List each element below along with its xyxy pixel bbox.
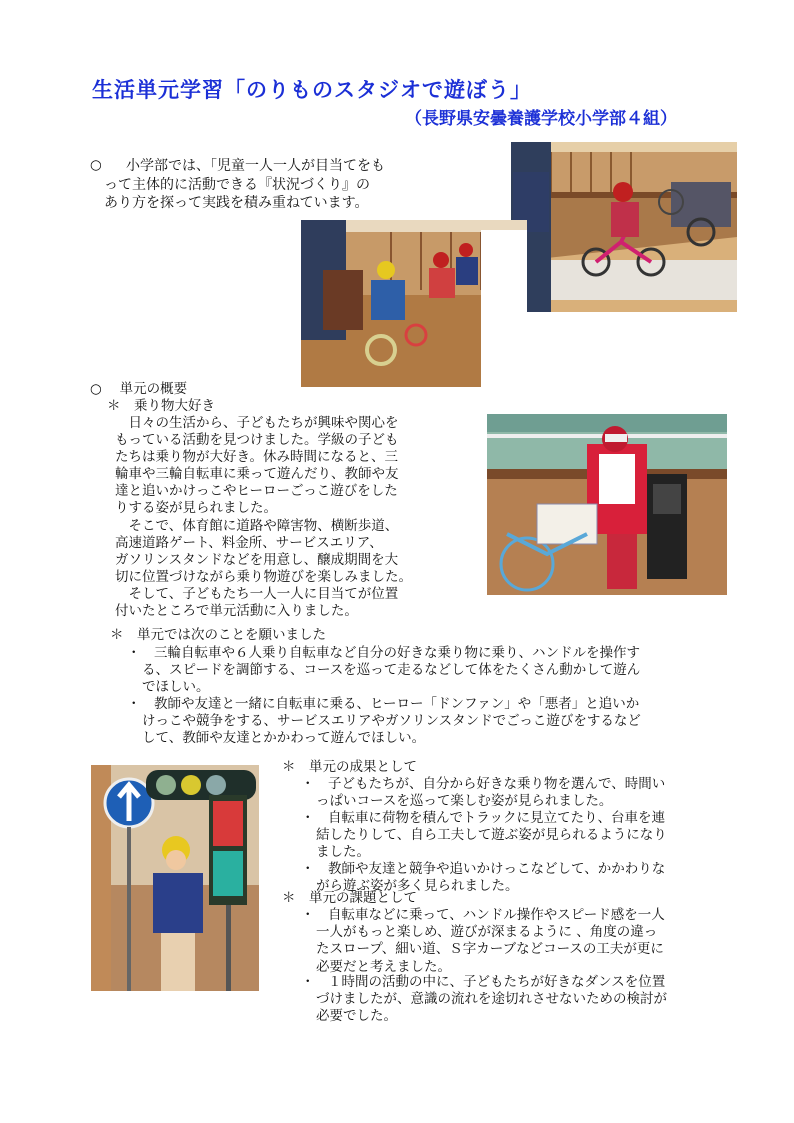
- overview-line: 高速道路ゲート、料金所、サービスエリア、: [115, 534, 383, 551]
- wishes-heading: ＊ 単元では次のことを願いました: [110, 627, 326, 643]
- issues-line: ・ １時間の活動の中に、子どもたちが好きなダンスを位置: [301, 974, 666, 990]
- intro-bullet: ○: [90, 157, 102, 173]
- document-title: 生活単元学習「のりものスタジオで遊ぼう」: [92, 78, 532, 102]
- wishes-line: けっこや競争をする、サービスエリアやガソリンスタンドでごっこ遊びをするなど: [142, 713, 641, 730]
- overview-line: 切に位置づけながら乗り物遊びを楽しみました。: [115, 568, 412, 585]
- intro-line: 小学部では、「児童一人一人が目当てをも: [112, 158, 385, 174]
- results-heading: ＊ 単元の成果として: [282, 759, 417, 775]
- results-line: っぱいコースを巡って楽しむ姿が見られました。: [316, 793, 613, 810]
- traffic-signs-photo: [91, 765, 259, 991]
- overview-line: そして、子どもたち一人一人に目当てが位置: [115, 585, 399, 602]
- overview-body: [115, 415, 412, 620]
- results-item-2: [301, 810, 667, 862]
- overview-line: 達と追いかけっこやヒーローごっこ遊びをした: [115, 483, 398, 500]
- hero-gas-station-photo: [487, 414, 727, 595]
- results-line: ・ 自転車に荷物を積んでトラックに見立てたり、台車を連: [301, 810, 665, 826]
- overview-line: 輪車や三輪自転車に乗って遊んだり、教師や友: [115, 466, 399, 483]
- issues-line: づけましたが、意識の流れを途切れさせないための検討が: [316, 991, 667, 1008]
- overview-heading: ○ 単元の概要: [90, 381, 188, 397]
- intro-line: あり方を探って実践を積み重ねています。: [104, 195, 369, 211]
- intro-line: って主体的に活動できる『状況づくり』の: [104, 176, 370, 193]
- issues-item-2: [301, 974, 667, 1026]
- overview-line: 日々の生活から、子どもたちが興味や関心を: [115, 415, 399, 431]
- wishes-line: ・ 教師や友達と一緒に自転車に乗る、ヒーロー「ドンファン」や「悪者」と追いか: [127, 696, 640, 712]
- wishes-line: る、スピードを調節する、コースを巡って走るなどして体をたくさん動かして遊ん: [142, 662, 641, 679]
- wishes-line: でほしい。: [142, 679, 210, 696]
- wishes-item-2: [127, 696, 641, 748]
- issues-line: 必要でした。: [316, 1008, 397, 1025]
- results-line: ・ 子どもたちが、自分から好きな乗り物を選んで、時間い: [301, 776, 666, 792]
- issues-line: 必要だと考えました。: [316, 958, 451, 975]
- results-line: ・ 教師や友達と競争や追いかけっこなどして、かかわりな: [301, 861, 666, 877]
- child-bicycle-photo: [511, 142, 737, 312]
- results-item-1: [301, 776, 665, 810]
- overview-line: りする姿が見られました。: [115, 500, 277, 517]
- issues-item-1: [301, 907, 665, 976]
- gym-tricycles-photo: [301, 220, 527, 387]
- overview-line: たちは乗り物が大好き。休み時間になると、三: [115, 449, 398, 466]
- results-line: がら遊ぶ姿が多く見られました。: [316, 878, 519, 895]
- wishes-line: ・ 三輪自転車や６人乗り自転車など自分の好きな乗り物に乗り、ハンドルを操作す: [127, 645, 640, 661]
- overview-sub1-heading: ＊ 乗り物大好き: [107, 398, 215, 414]
- overview-line: ガソリンスタンドなどを用意し、醸成期間を大: [115, 551, 399, 568]
- overview-line: もっている活動を見つけました。学級の子ども: [115, 432, 399, 449]
- results-line: 結したりして、自ら工夫して遊ぶ姿が見られるようになり: [316, 827, 667, 844]
- issues-line: 一人がもっと楽しめ、遊びが深まるように 、角度の違っ: [316, 924, 658, 941]
- overview-line: 付いたところで単元活動に入りました。: [115, 603, 358, 620]
- issues-heading: ＊ 単元の課題として: [282, 890, 417, 906]
- overview-line: そこで、体育館に道路や障害物、横断歩道、: [115, 517, 399, 534]
- school-name: （長野県安曇養護学校小学部４組）: [405, 109, 677, 129]
- issues-line: ・ 自転車などに乗って、ハンドル操作やスピード感を一人: [301, 907, 665, 923]
- issues-line: たスロープ、細い道、Ｓ字カーブなどコースの工夫が更に: [316, 941, 664, 958]
- wishes-item-1: [127, 645, 640, 697]
- intro-text: [104, 157, 385, 213]
- results-line: ました。: [316, 844, 370, 861]
- wishes-line: して、教師や友達とかかわって遊んでほしい。: [142, 730, 426, 747]
